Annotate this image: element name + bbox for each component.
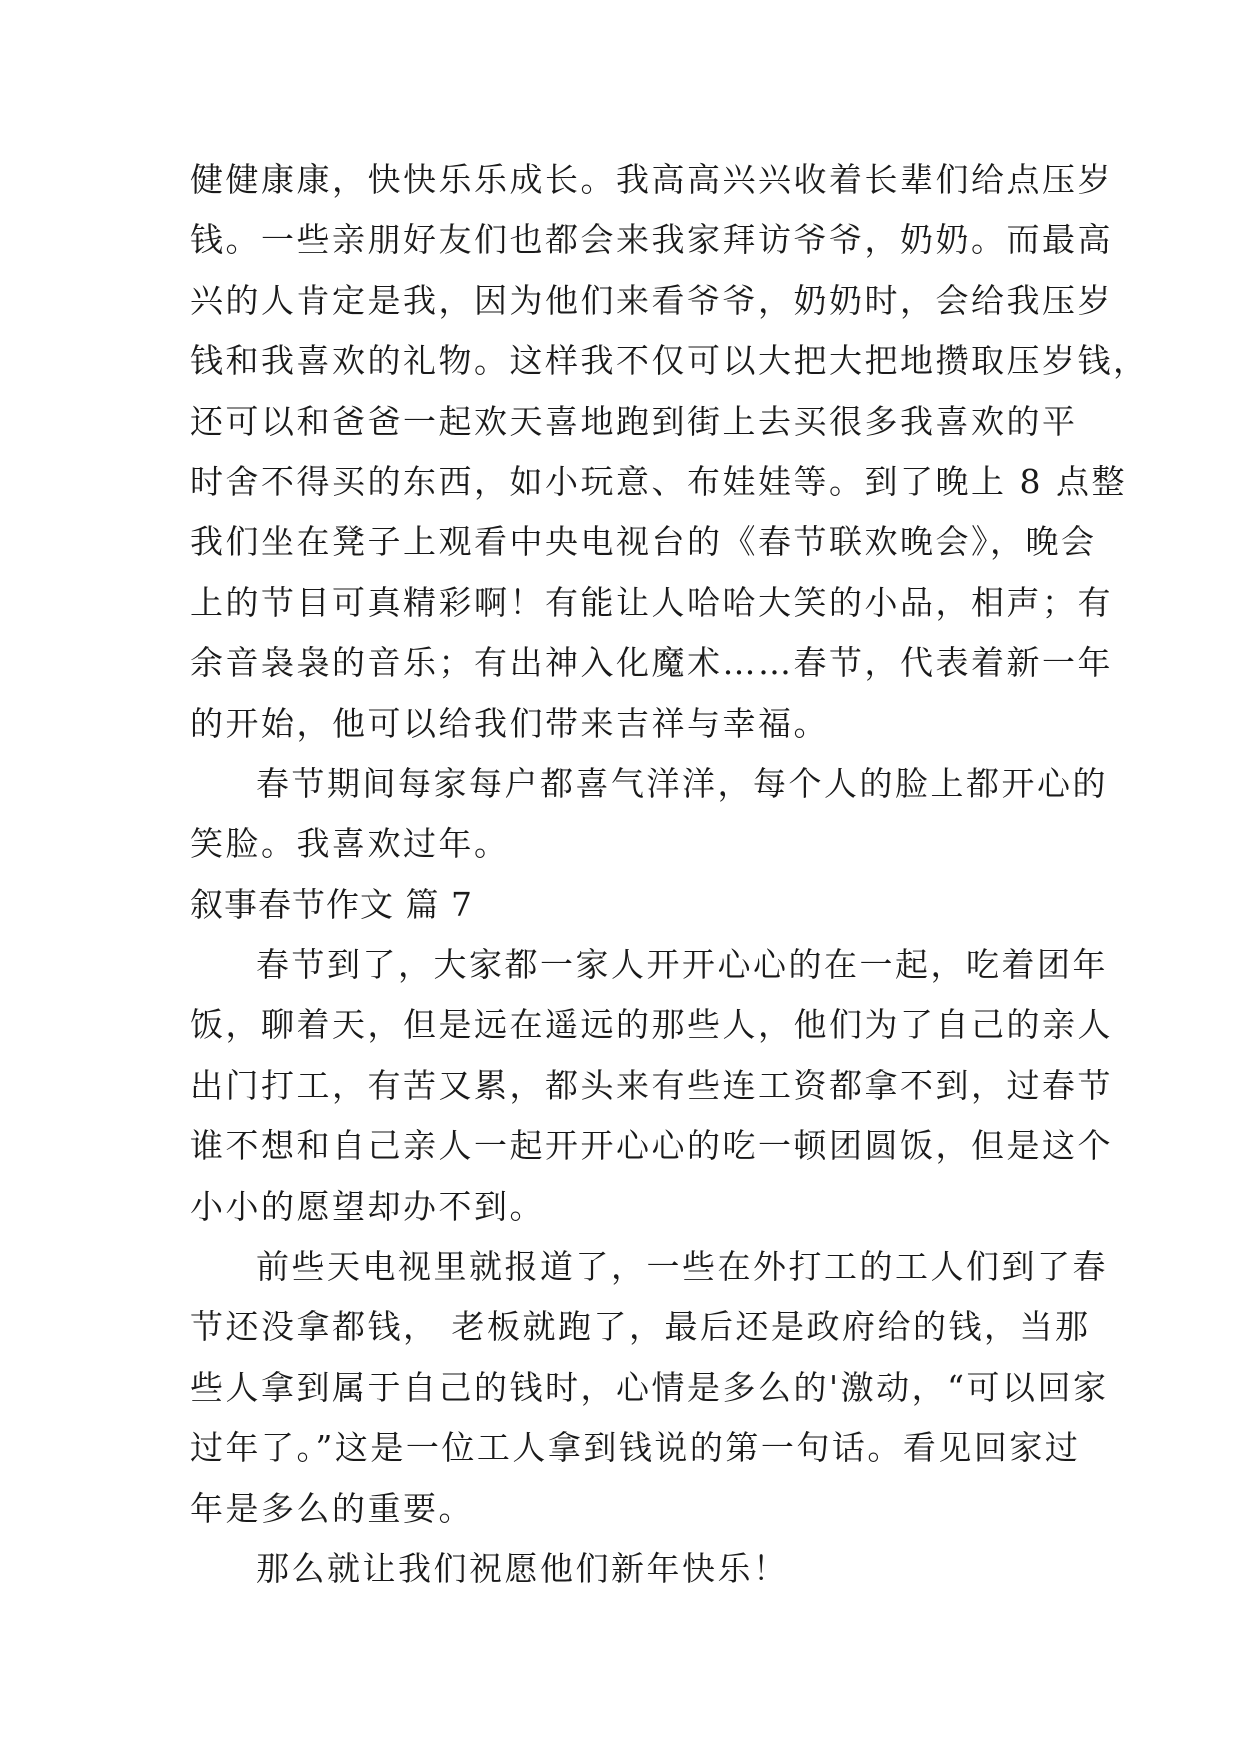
text-line: 节还没拿都钱， 老板就跑了，最后还是政府给的钱，当那 [190,1307,1091,1347]
text-line: 前些天电视里就报道了，一些在外打工的工人们到了春 [256,1247,1108,1287]
text-line: 那么就让我们祝愿他们新年快乐！ [256,1548,789,1588]
paragraph [190,754,1108,875]
text-line: 钱。一些亲朋好友们也都会来我家拜访爷爷，奶奶。而最高 [190,220,1113,260]
text-line: 春节期间每家每户都喜气洋洋，每个人的脸上都开心的 [256,763,1108,803]
document-page [190,150,1149,1599]
text-line: 出门打工，有苦又累，都头来有些连工资都拿不到，过春节 [190,1065,1113,1105]
text-line: 钱和我喜欢的礼物。这样我不仅可以大把大把地攒取压岁钱， [190,341,1149,381]
text-line: 过年了。”这是一位工人拿到钱说的第一句话。看见回家过 [190,1428,1081,1468]
text-line: 还可以和爸爸一起欢天喜地跑到街上去买很多我喜欢的平 [190,401,1078,441]
paragraph [190,1539,1050,1599]
text-line: 小小的愿望却办不到。 [190,1186,545,1226]
text-line: 时舍不得买的东西，如小玩意、布娃娃等。到了晚上 8 点整 [190,461,1127,501]
text-line: 我们坐在凳子上观看中央电视台的《春节联欢晚会》，晚会 [190,522,1097,562]
text-line: 年是多么的重要。 [190,1488,474,1528]
text-line: 春节到了，大家都一家人开开心心的在一起，吃着团年 [256,945,1108,985]
text-line: 余音袅袅的音乐；有出神入化魔术……春节，代表着新一年 [190,643,1113,683]
text-line: 的开始，他可以给我们带来吉祥与幸福。 [190,703,829,743]
text-line: 兴的人肯定是我，因为他们来看爷爷，奶奶时，会给我压岁 [190,280,1113,320]
text-line: 笑脸。我喜欢过年。 [190,824,510,864]
text-line: 些人拿到属于自己的钱时，心情是多么的'激动，“可以回家 [190,1367,1109,1407]
paragraph [190,1237,1109,1539]
text-line: 上的节目可真精彩啊！有能让人哈哈大笑的小品，相声；有 [190,582,1113,622]
text-line: 饭，聊着天，但是远在遥远的那些人，他们为了自己的亲人 [190,1005,1113,1045]
paragraph [190,150,1149,754]
text-line: 谁不想和自己亲人一起开开心心的吃一顿团圆饭，但是这个 [190,1126,1113,1166]
text-line: 健健康康，快快乐乐成长。我高高兴兴收着长辈们给点压岁 [190,160,1113,199]
paragraph [190,935,1113,1237]
section-heading: 叙事春节作文 篇 7 [190,884,473,924]
